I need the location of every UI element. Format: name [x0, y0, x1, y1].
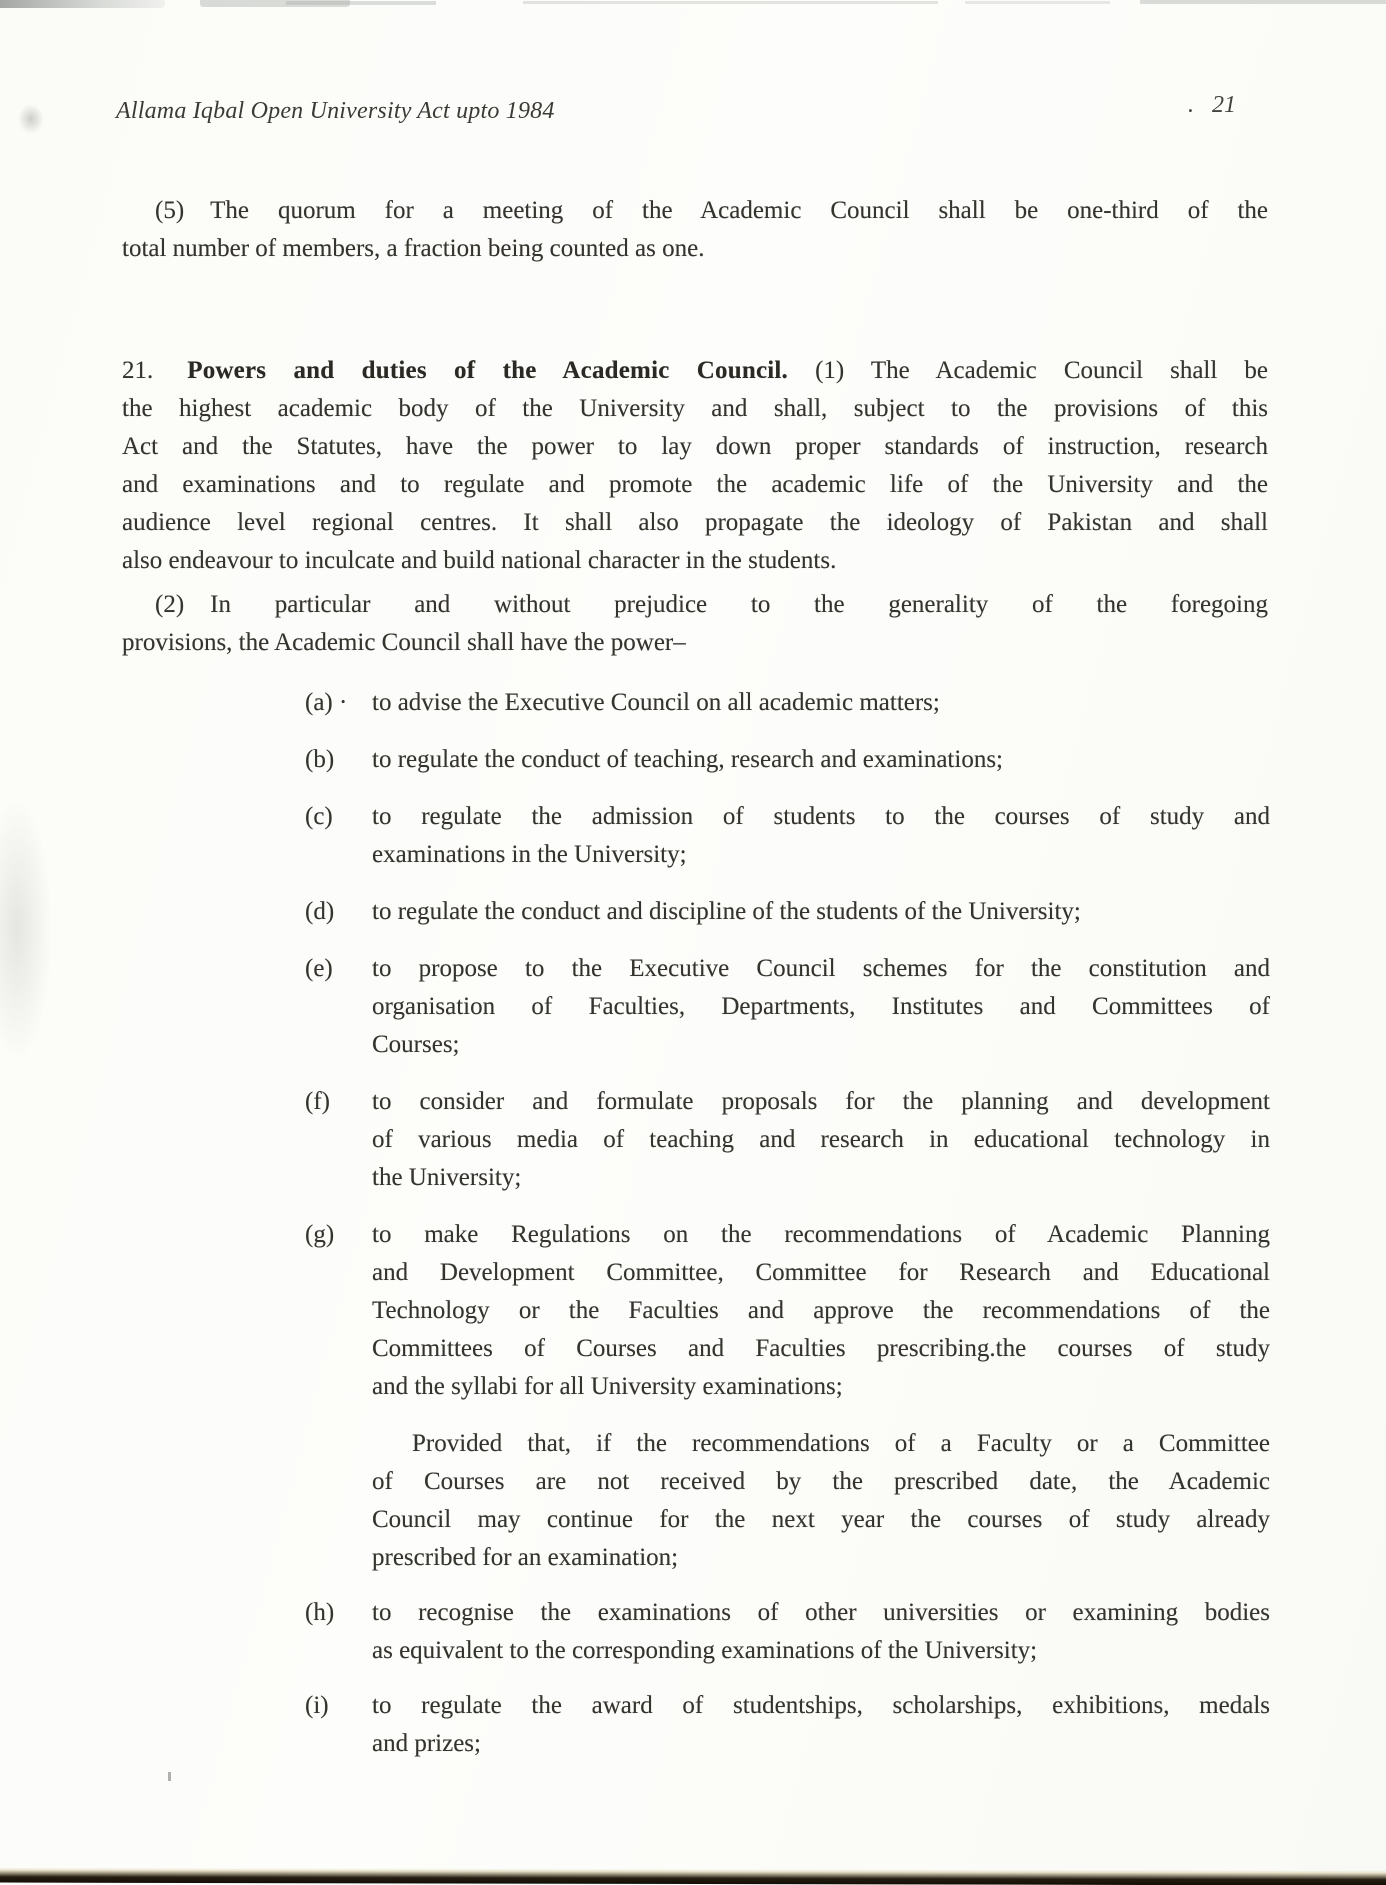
text-segment: The quorum for a meeting of the Academic Council shall be one-third of the: [210, 197, 1268, 224]
text-line: to make Regulations on the recommendations of Academic Planning: [372, 1221, 1270, 1248]
list-item-b: [305, 741, 1270, 779]
running-header-title: Allama Iqbal Open University Act upto 1984: [116, 98, 555, 124]
text-line: and the syllabi for all University examinations;: [372, 1373, 843, 1400]
text-line: to regulate the conduct and discipline of the students of the University;: [372, 898, 1081, 925]
list-item-g: [305, 1216, 1270, 1406]
item-text: [372, 950, 1270, 1064]
list-item-f: [305, 1083, 1270, 1197]
list-item-h: [305, 1594, 1270, 1670]
item-text: [372, 1687, 1270, 1763]
item-label: (h): [305, 1599, 335, 1626]
item-label: (f): [305, 1088, 330, 1115]
text-line: Provided that, if the recommendations of a Faculty or a Committee: [412, 1430, 1270, 1457]
section-heading: Powers and duties of the Academic Council.: [187, 357, 788, 384]
text-line: organisation of Faculties, Departments, Institutes and Committees of: [372, 993, 1270, 1020]
list-item-a: [305, 684, 1270, 722]
text-line: to advise the Executive Council on all academic matters;: [372, 689, 940, 716]
text-line: of Courses are not received by the prescribed date, the Academic: [372, 1468, 1270, 1495]
text-line: Technology or the Faculties and approve the recommendations of the: [372, 1297, 1270, 1324]
text-line: [122, 586, 1268, 624]
text-segment: (1) The Academic Council shall be: [815, 357, 1269, 384]
text-line: examinations in the University;: [372, 841, 687, 868]
clause-list: [305, 684, 1270, 1763]
text-line: and prizes;: [372, 1730, 481, 1757]
page-number: . 21: [1188, 92, 1236, 118]
text-line: and examinations and to regulate and promote the academic life of the University and the: [122, 471, 1268, 498]
text-line: total number of members, a fraction being counted as one.: [122, 235, 705, 262]
list-item-i: [305, 1687, 1270, 1763]
text-line: [122, 192, 1268, 230]
paragraph-2: [122, 586, 1268, 662]
item-label: (e): [305, 955, 333, 982]
item-text: [372, 1594, 1270, 1670]
item-text: [372, 798, 1270, 874]
scan-artifact-top-mid: [200, 0, 350, 7]
text-line: provisions, the Academic Council shall have the power–: [122, 629, 686, 656]
scan-artifact-smudge: [18, 104, 44, 134]
text-line: of various media of teaching and research in educational technology in: [372, 1126, 1270, 1153]
list-item-d: [305, 893, 1270, 931]
text-line: Act and the Statutes, have the power to lay down proper standards of instruction, research: [122, 433, 1268, 460]
scan-artifact-bottom-bar: [0, 1868, 1386, 1885]
text-line: prescribed for an examination;: [372, 1544, 679, 1571]
text-line: to propose to the Executive Council schemes for the constitution and: [372, 955, 1270, 982]
text-line: to regulate the admission of students to the courses of study and: [372, 803, 1270, 830]
item-text: [372, 684, 1270, 722]
item-label: (d): [305, 898, 335, 925]
scan-artifact-dash: [965, 1, 1110, 4]
text-line: the highest academic body of the University and shall, subject to the provisions of this: [122, 395, 1268, 422]
scan-artifact-dash: [1140, 0, 1386, 4]
section-21-paragraph: [122, 352, 1268, 580]
item-text: [372, 1083, 1270, 1197]
item-text: [372, 1216, 1270, 1406]
scan-artifact-smudge: [0, 800, 52, 1060]
text-line: and Development Committee, Committee for Research and Educational: [372, 1259, 1270, 1286]
text-line: as equivalent to the corresponding examinations of the University;: [372, 1637, 1038, 1664]
scan-artifact-dash: [286, 1, 436, 5]
section-number: 21.: [122, 357, 154, 384]
scan-artifact-top-left: [0, 0, 165, 8]
item-label: (b): [305, 746, 335, 773]
scan-artifact-dash: [523, 1, 938, 4]
item-label: (g): [305, 1221, 335, 1248]
text-line: Committees of Courses and Faculties prescribing.the courses of study: [372, 1335, 1270, 1362]
text-line: to consider and formulate proposals for the planning and development: [372, 1088, 1270, 1115]
item-label: (c): [305, 803, 333, 830]
text-line: [122, 352, 1268, 390]
list-item-c: [305, 798, 1270, 874]
clause-number: (2): [155, 591, 185, 618]
scan-artifact-speck: [168, 1772, 171, 1781]
text-line: Courses;: [372, 1031, 460, 1058]
text-line: the University;: [372, 1164, 522, 1191]
text-line: audience level regional centres. It shall also propagate the ideology of Pakistan and shall: [122, 509, 1268, 536]
item-label: (i): [305, 1692, 329, 1719]
text-line: to regulate the award of studentships, scholarships, exhibitions, medals: [372, 1692, 1270, 1719]
text-line: also endeavour to inculcate and build national character in the students.: [122, 547, 837, 574]
proviso-paragraph: [372, 1425, 1270, 1577]
text-line: to regulate the conduct of teaching, research and examinations;: [372, 746, 1003, 773]
item-label: (a) ·: [305, 689, 348, 716]
item-text: [372, 893, 1270, 931]
paragraph-5: [122, 192, 1268, 268]
text-segment: In particular and without prejudice to the generality of the foregoing: [210, 591, 1268, 618]
text-line: Council may continue for the next year the courses of study already: [372, 1506, 1270, 1533]
list-item-e: [305, 950, 1270, 1064]
item-text: [372, 741, 1270, 779]
clause-number: (5): [155, 197, 185, 224]
text-line: to recognise the examinations of other universities or examining bodies: [372, 1599, 1270, 1626]
